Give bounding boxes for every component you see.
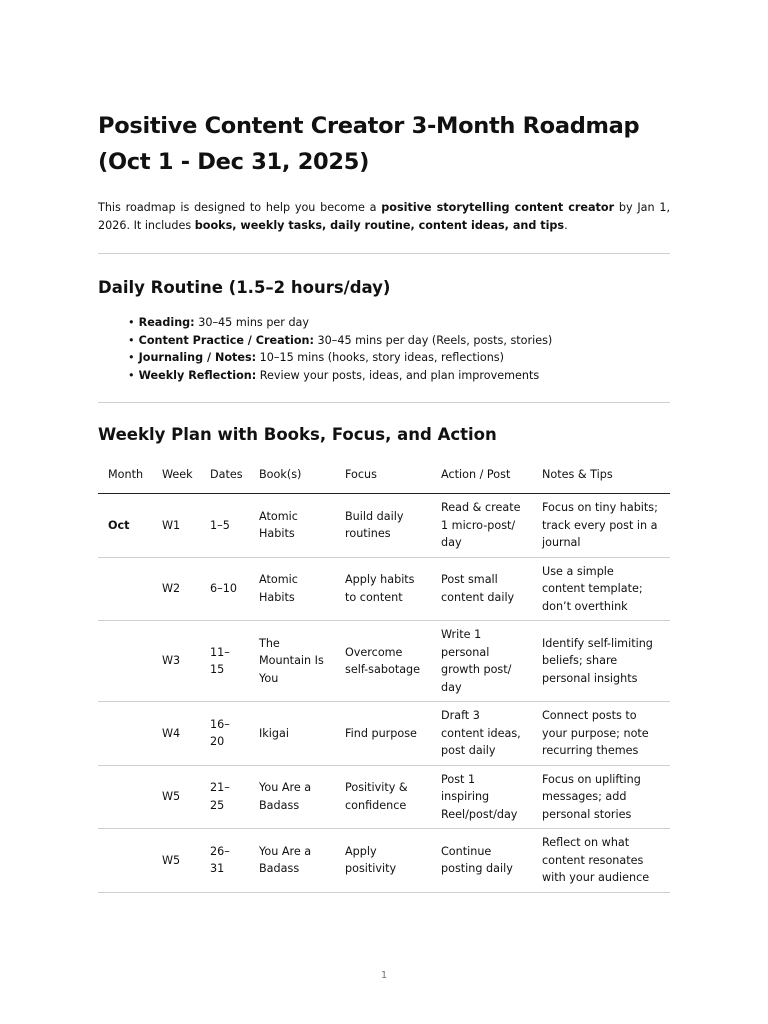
- cell-dates: 21–25: [200, 765, 249, 829]
- cell-focus: Find purpose: [335, 702, 431, 766]
- cell-notes: Focus on tiny habits; track every post in a journal: [532, 494, 670, 558]
- routine-item: [128, 332, 670, 350]
- table-row: [98, 765, 670, 829]
- table-row: [98, 557, 670, 621]
- column-header: Book(s): [249, 463, 335, 494]
- cell-book: Ikigai: [249, 702, 335, 766]
- routine-item: [128, 314, 670, 332]
- cell-month: [98, 829, 152, 893]
- cell-week: W5: [152, 765, 200, 829]
- column-header: Dates: [200, 463, 249, 494]
- column-header: Focus: [335, 463, 431, 494]
- routine-list: [98, 314, 670, 384]
- column-header: Week: [152, 463, 200, 494]
- routine-item: [128, 367, 670, 385]
- cell-action: Draft 3 content ideas, post daily: [431, 702, 532, 766]
- cell-month: [98, 702, 152, 766]
- cell-dates: 1–5: [200, 494, 249, 558]
- table-row: [98, 494, 670, 558]
- cell-month: [98, 621, 152, 702]
- cell-notes: Reflect on what content resonates with your audience: [532, 829, 670, 893]
- cell-month: Oct: [98, 494, 152, 558]
- routine-heading: Daily Routine (1.5–2 hours/day): [98, 278, 391, 297]
- table-row: [98, 829, 670, 893]
- cell-book: Atomic Habits: [249, 557, 335, 621]
- cell-notes: Identify self-limiting beliefs; share personal insights: [532, 621, 670, 702]
- cell-focus: Positivity & confidence: [335, 765, 431, 829]
- document-title: Positive Content Creator 3-Month Roadmap (Oct 1 - Dec 31, 2025): [98, 113, 640, 175]
- plan-heading: Weekly Plan with Books, Focus, and Action: [98, 425, 497, 444]
- cell-notes: Focus on uplifting messages; add personal stories: [532, 765, 670, 829]
- divider: [98, 253, 670, 254]
- routine-item-label: Reading:: [138, 316, 195, 329]
- intro-text-3: .: [564, 219, 568, 232]
- routine-item-label: Journaling / Notes:: [138, 351, 257, 364]
- cell-week: W1: [152, 494, 200, 558]
- cell-week: W4: [152, 702, 200, 766]
- intro-bold-2: books, weekly tasks, daily routine, content ideas, and tips: [194, 219, 565, 232]
- cell-focus: Overcome self-sabotage: [335, 621, 431, 702]
- cell-action: Post 1 inspiring Reel/post/day: [431, 765, 532, 829]
- intro-text-2: by Jan 1, 2026. It includes: [98, 201, 670, 232]
- intro-text-1: This roadmap is designed to help you become a: [98, 201, 382, 214]
- cell-dates: 11–15: [200, 621, 249, 702]
- cell-book: Atomic Habits: [249, 494, 335, 558]
- cell-month: [98, 557, 152, 621]
- cell-dates: 26–31: [200, 829, 249, 893]
- cell-focus: Apply positivity: [335, 829, 431, 893]
- document-content: [98, 108, 670, 893]
- table-row: [98, 621, 670, 702]
- cell-book: You Are a Badass: [249, 765, 335, 829]
- routine-item: [128, 349, 670, 367]
- column-header: Month: [98, 463, 152, 494]
- cell-book: The Mountain Is You: [249, 621, 335, 702]
- cell-book: You Are a Badass: [249, 829, 335, 893]
- cell-focus: Apply habits to content: [335, 557, 431, 621]
- routine-item-text: 30–45 mins per day (Reels, posts, stories): [313, 333, 553, 347]
- cell-action: Write 1 personal growth post/ day: [431, 621, 532, 702]
- cell-dates: 16–20: [200, 702, 249, 766]
- divider: [98, 402, 670, 403]
- routine-item-text: Review your posts, ideas, and plan improvements: [256, 368, 540, 382]
- cell-notes: Connect posts to your purpose; note recurring themes: [532, 702, 670, 766]
- cell-week: W3: [152, 621, 200, 702]
- intro-bold-1: positive storytelling content creator: [381, 201, 615, 214]
- cell-notes: Use a simple content template; don’t overthink: [532, 557, 670, 621]
- table-row: [98, 702, 670, 766]
- page-number: 1: [380, 970, 388, 981]
- cell-dates: 6–10: [200, 557, 249, 621]
- routine-item-text: 10–15 mins (hooks, story ideas, reflections): [256, 351, 504, 364]
- cell-week: W2: [152, 557, 200, 621]
- routine-item-label: Content Practice / Creation:: [138, 333, 314, 347]
- cell-action: Read & create 1 micro-post/ day: [431, 494, 532, 558]
- routine-item-label: Weekly Reflection:: [138, 368, 257, 382]
- cell-action: Continue posting daily: [431, 829, 532, 893]
- cell-action: Post small content daily: [431, 557, 532, 621]
- routine-item-text: 30–45 mins per day: [194, 316, 310, 329]
- cell-week: W5: [152, 829, 200, 893]
- intro-paragraph: [98, 199, 670, 235]
- weekly-plan-table: [98, 463, 670, 893]
- table-header-row: [98, 463, 670, 494]
- cell-focus: Build daily routines: [335, 494, 431, 558]
- column-header: Notes & Tips: [532, 463, 670, 494]
- cell-month: [98, 765, 152, 829]
- column-header: Action / Post: [431, 463, 532, 494]
